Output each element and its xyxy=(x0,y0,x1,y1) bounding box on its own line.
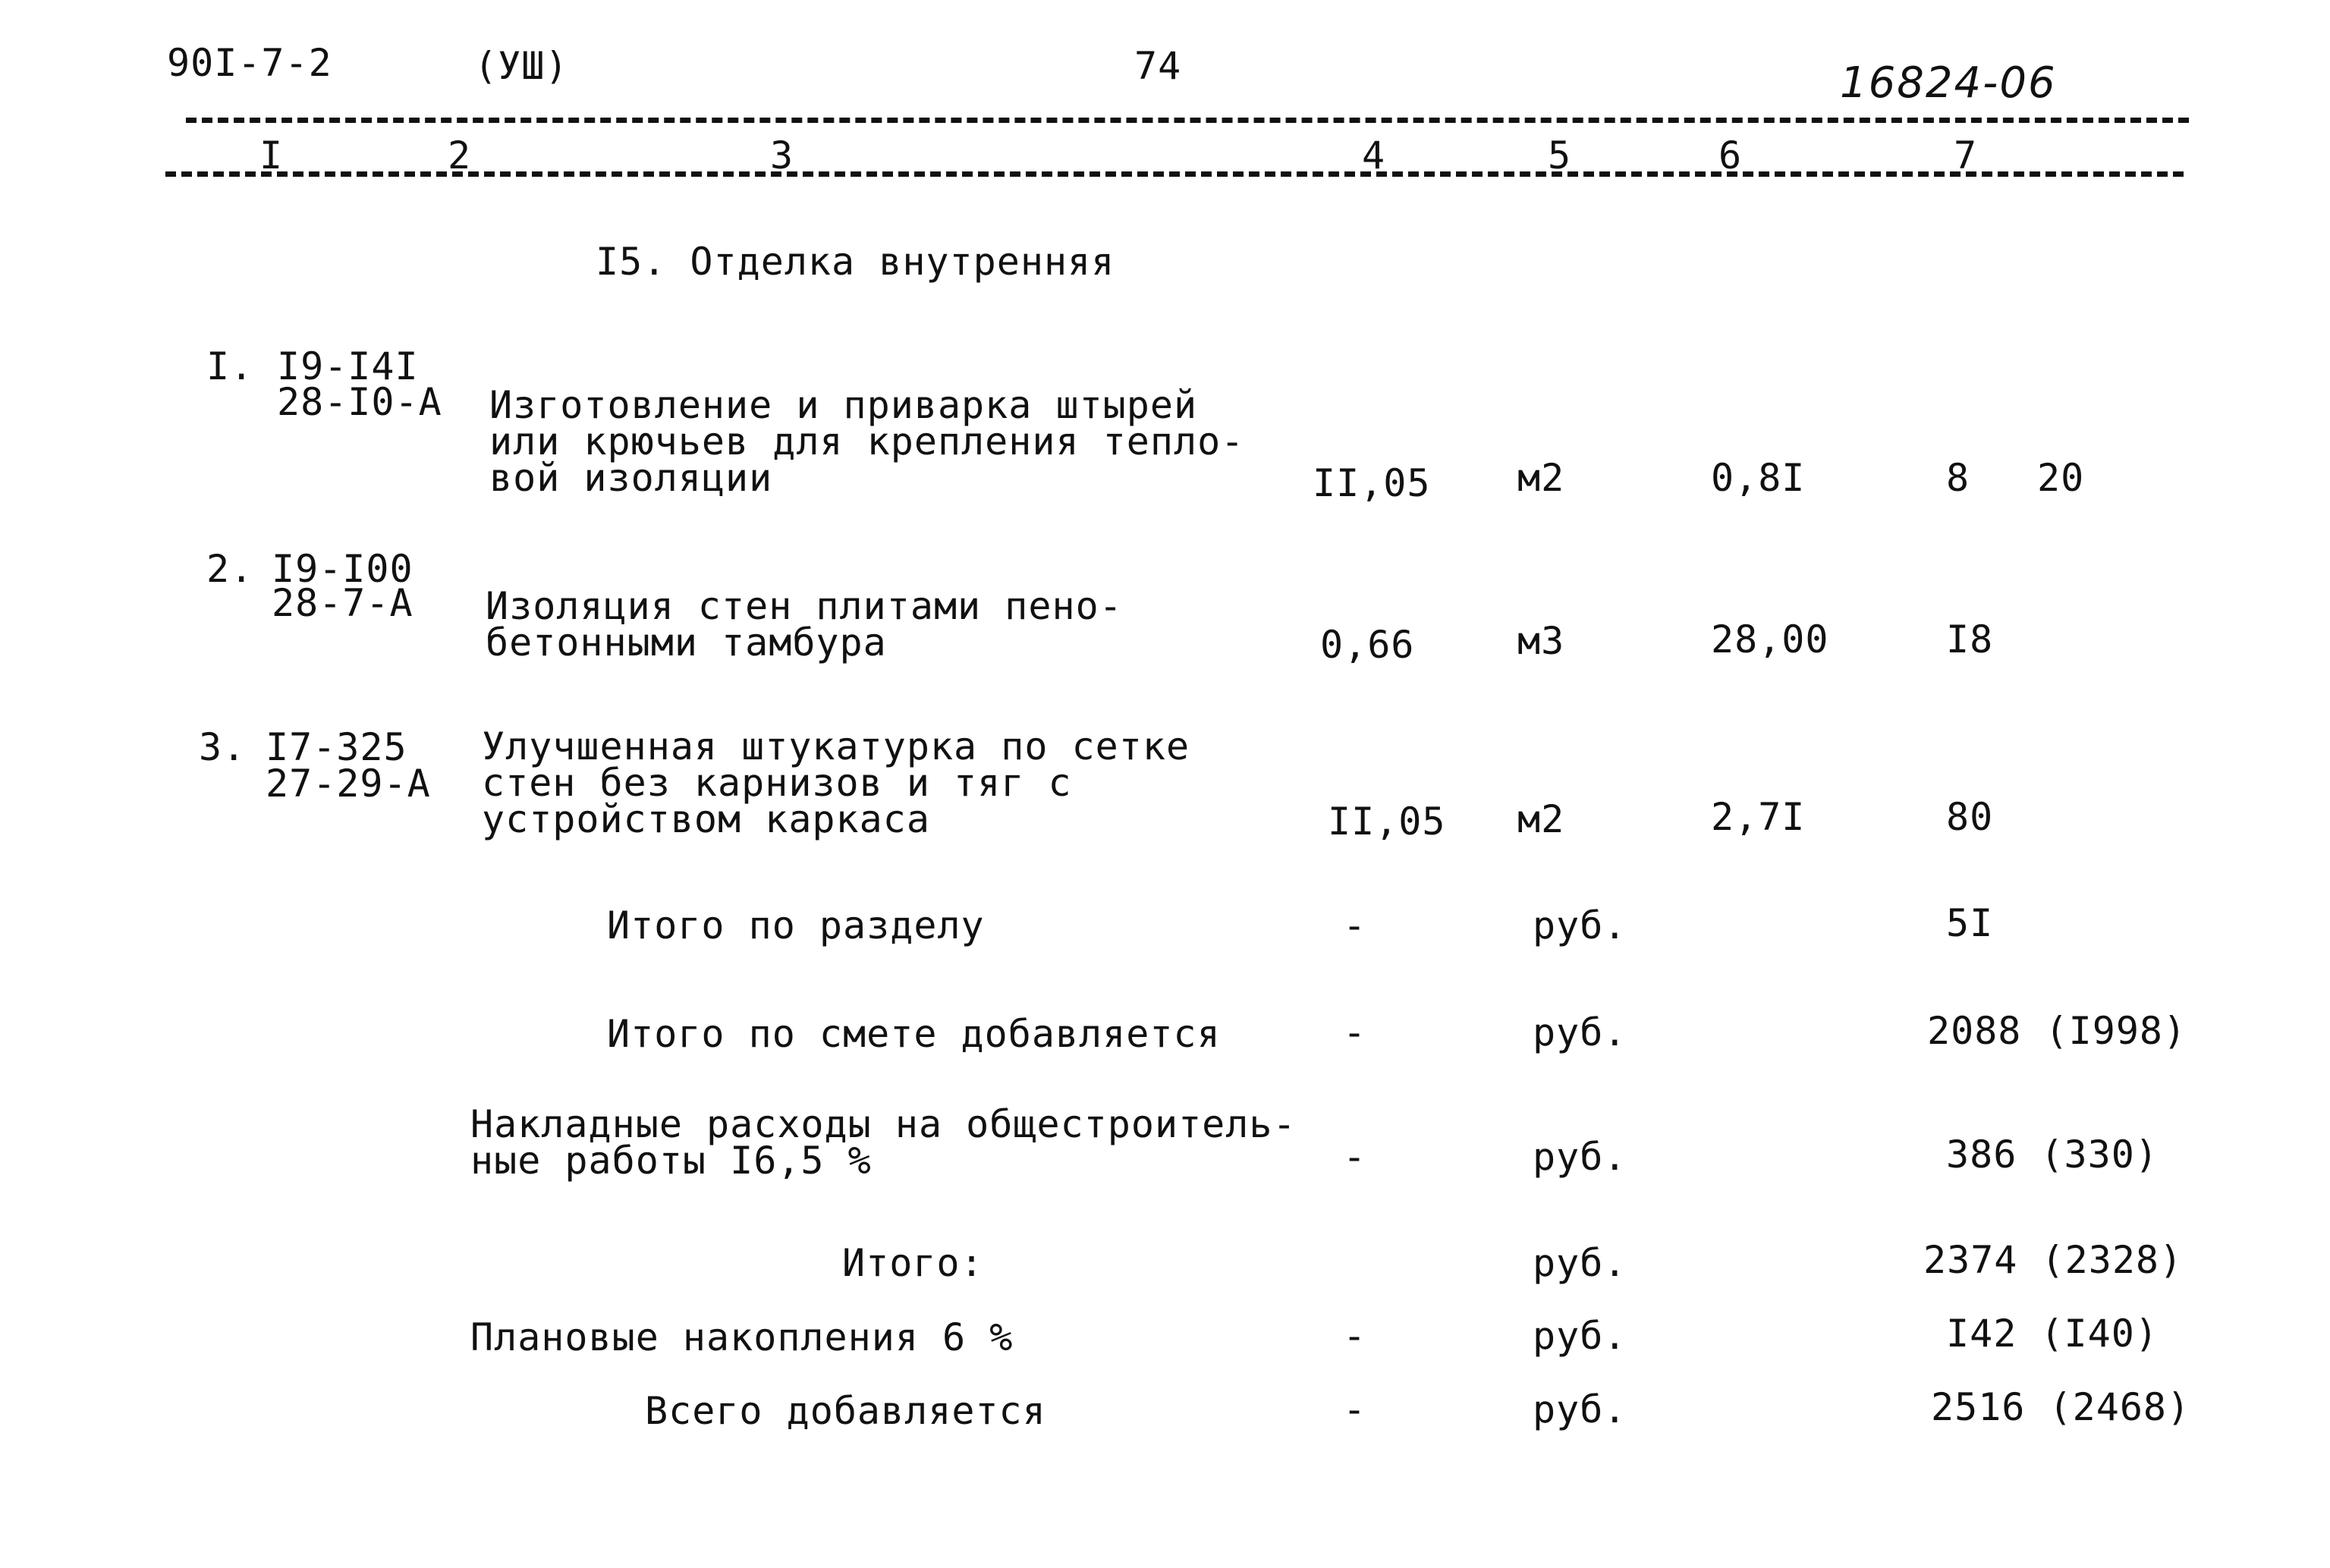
top-dashed-rule xyxy=(186,118,2189,123)
summary-value: 2374 (2328) xyxy=(1923,1238,2184,1282)
row-price: 0,8I xyxy=(1711,456,1806,500)
summary-dash: - xyxy=(1343,1387,1367,1431)
row-description: Изготовление и приварка штырей или крючьев для крепления тепло- вой изоляции xyxy=(489,383,1245,500)
summary-unit: руб. xyxy=(1533,1387,1627,1431)
summary-value: I42 (I40) xyxy=(1946,1312,2159,1356)
row-code: 28-I0-A xyxy=(277,380,442,424)
row-unit: м2 xyxy=(1517,456,1565,500)
row-code: 27-29-A xyxy=(266,762,431,806)
row-price: 28,00 xyxy=(1711,617,1829,661)
row-extra: 20 xyxy=(2037,456,2085,500)
column-number: I xyxy=(259,134,284,178)
row-code: I9-I4I xyxy=(277,344,419,388)
summary-dash: - xyxy=(1343,1135,1367,1179)
summary-label: Итого по смете добавляется xyxy=(607,1012,1221,1056)
row-number: 2. xyxy=(206,547,254,591)
row-number: I. xyxy=(206,344,254,388)
column-number: 7 xyxy=(1954,134,1978,178)
summary-value: 2516 (2468) xyxy=(1931,1385,2191,1429)
row-number: 3. xyxy=(199,725,247,769)
row-code: I7-325 xyxy=(266,725,407,769)
document-series: 90I-7-2 xyxy=(167,41,332,85)
summary-label: Накладные расходы на общестроитель- ные работы I6,5 % xyxy=(470,1102,1297,1183)
column-number: 2 xyxy=(448,134,472,178)
summary-unit: руб. xyxy=(1533,1135,1627,1179)
column-number: 3 xyxy=(770,134,794,178)
summary-value: 5I xyxy=(1946,901,1994,945)
row-price: 2,7I xyxy=(1711,795,1806,839)
row-quantity: II,05 xyxy=(1313,461,1431,505)
summary-value: 2088 (I998) xyxy=(1927,1009,2187,1053)
summary-dash: - xyxy=(1343,903,1367,947)
row-quantity: 0,66 xyxy=(1320,623,1415,667)
page-number: 74 xyxy=(1134,44,1182,88)
row-total: 80 xyxy=(1946,795,1994,839)
row-code: I9-I00 xyxy=(272,547,413,591)
document-roman: (УШ) xyxy=(474,44,569,88)
summary-label: Итого по разделу xyxy=(607,903,985,947)
row-unit: м3 xyxy=(1517,619,1565,663)
row-unit: м2 xyxy=(1517,797,1565,841)
summary-unit: руб. xyxy=(1533,1010,1627,1054)
section-title: I5. Отделка внутренняя xyxy=(596,240,1115,284)
summary-dash: - xyxy=(1343,1314,1367,1358)
row-description: Изоляция стен плитами пено- бетонными тамбура xyxy=(486,584,1123,665)
column-number: 6 xyxy=(1718,134,1743,178)
column-number: 5 xyxy=(1548,134,1572,178)
summary-value: 386 (330) xyxy=(1946,1133,2159,1177)
row-total: 8 xyxy=(1946,456,1970,500)
summary-label: Итого: xyxy=(842,1241,984,1285)
row-total: I8 xyxy=(1946,617,1994,661)
column-number: 4 xyxy=(1362,134,1386,178)
summary-unit: руб. xyxy=(1533,1314,1627,1358)
row-quantity: II,05 xyxy=(1328,800,1446,844)
summary-unit: руб. xyxy=(1533,903,1627,947)
summary-label: Плановые накопления 6 % xyxy=(470,1315,1014,1359)
handwritten-number: 16824-06 xyxy=(1840,58,2057,108)
summary-dash: - xyxy=(1343,1010,1367,1054)
row-description: Улучшенная штукатурка по сетке стен без карнизов и тяг с устройством каркаса xyxy=(482,724,1190,841)
row-code: 28-7-A xyxy=(272,581,413,625)
summary-unit: руб. xyxy=(1533,1241,1627,1285)
summary-label: Всего добавляется xyxy=(645,1389,1046,1433)
